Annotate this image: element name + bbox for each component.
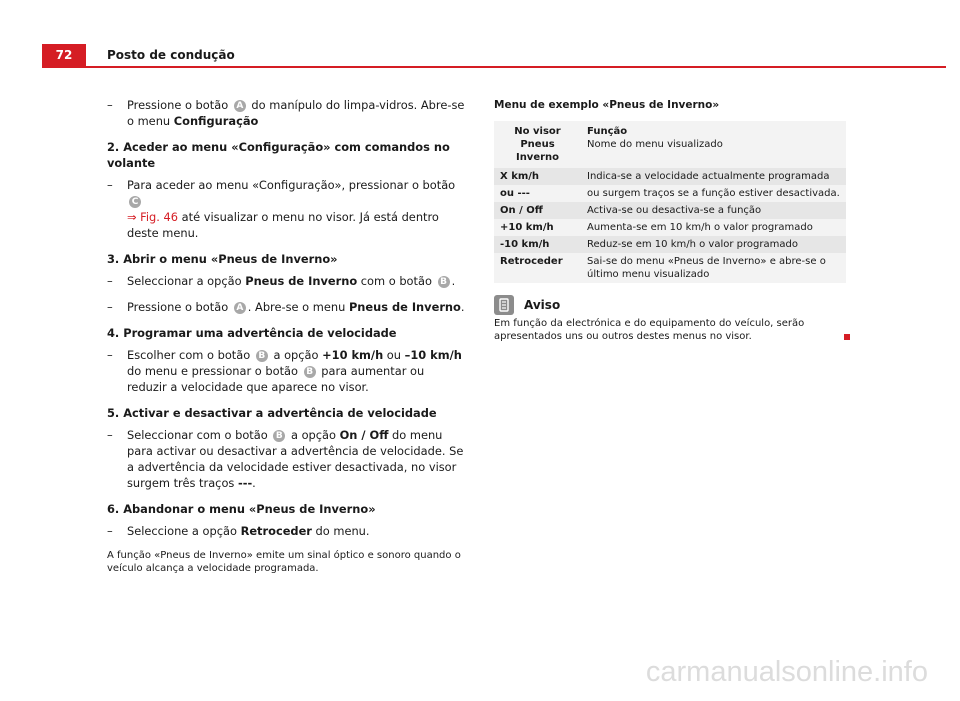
menu-table (494, 121, 846, 283)
table-row: X km/h Indica-se a velocidade actualmente programada (494, 168, 846, 185)
header-rule (42, 66, 946, 68)
step-4: – Pressione o botão A . Abre-se o menu Pneus de Inverno. (107, 300, 465, 314)
table-title: Menu de exemplo «Pneus de Inverno» (494, 99, 720, 111)
table-row: Retroceder Sai-se do menu «Pneus de Inverno» e abre-se o último menu visualizado (494, 253, 846, 283)
step-7: – Seleccione a opção Retroceder do menu. (107, 524, 370, 538)
button-b-badge: B (438, 276, 450, 288)
step-2: – Para aceder ao menu «Configuração», pressionar o botão C ⇒ Fig. 46 até visualizar o menu no visor. Já está dentro deste menu. (107, 178, 456, 240)
button-a-badge: A (234, 302, 246, 314)
col-header-function: Função Nome do menu visualizado (587, 126, 723, 150)
table-header-row (494, 121, 846, 168)
section-3-title: 3. Abrir o menu «Pneus de Inverno» (107, 252, 338, 266)
button-a-badge: A (234, 100, 246, 112)
end-marker (844, 334, 850, 340)
button-b-badge: B (273, 430, 285, 442)
note-heading (494, 295, 850, 315)
step-1: – Pressione o botão A do manípulo do limpa-vidros. Abre-se o menu Configuração (107, 98, 465, 128)
section-4-title: 4. Programar uma advertência de velocidade (107, 326, 397, 340)
page-header-title: Posto de condução (107, 48, 235, 62)
button-b-badge: B (256, 350, 268, 362)
note-label: Aviso (524, 298, 561, 312)
note-text: Em função da electrónica e do equipamento do veículo, serão apresentados uns ou outros destes menus no visor. (494, 317, 850, 343)
right-column (494, 97, 850, 343)
step-3: – Seleccionar a opção Pneus de Inverno com o botão B . (107, 274, 456, 288)
table-row: +10 km/h Aumenta-se em 10 km/h o valor programado (494, 219, 846, 236)
footnote: A função «Pneus de Inverno» emite um sinal óptico e sonoro quando o veículo alcança a velocidade programada. (107, 550, 461, 574)
step-6: – Seleccionar com o botão B a opção On / Off do menu para activar ou desactivar a advertência de velocidade. Se a advertência da velocidade estiver desactivada, no visor surgem três traços ---. (107, 428, 464, 490)
col-header-display: No visor Pneus Inverno (514, 126, 561, 163)
section-2-title: 2. Aceder ao menu «Configuração» com comandos no volante (107, 140, 450, 170)
table-row: ou --- ou surgem traços se a função estiver desactivada. (494, 185, 846, 202)
step-5: – Escolher com o botão B a opção +10 km/h ou –10 km/h do menu e pressionar o botão B para aumentar ou reduzir a velocidade que aparece no visor. (107, 348, 462, 394)
button-b-badge: B (304, 366, 316, 378)
page-number: 72 (42, 44, 86, 66)
watermark: carmanualsonline.info (645, 656, 928, 688)
button-c-badge: C (129, 196, 141, 208)
section-5-title: 5. Activar e desactivar a advertência de velocidade (107, 406, 437, 420)
table-row: -10 km/h Reduz-se em 10 km/h o valor programado (494, 236, 846, 253)
table-row: On / Off Activa-se ou desactiva-se a função (494, 202, 846, 219)
left-column (107, 97, 467, 575)
section-6-title: 6. Abandonar o menu «Pneus de Inverno» (107, 502, 376, 516)
note-icon (494, 295, 514, 315)
figure-link[interactable]: ⇒ Fig. 46 (127, 210, 179, 224)
